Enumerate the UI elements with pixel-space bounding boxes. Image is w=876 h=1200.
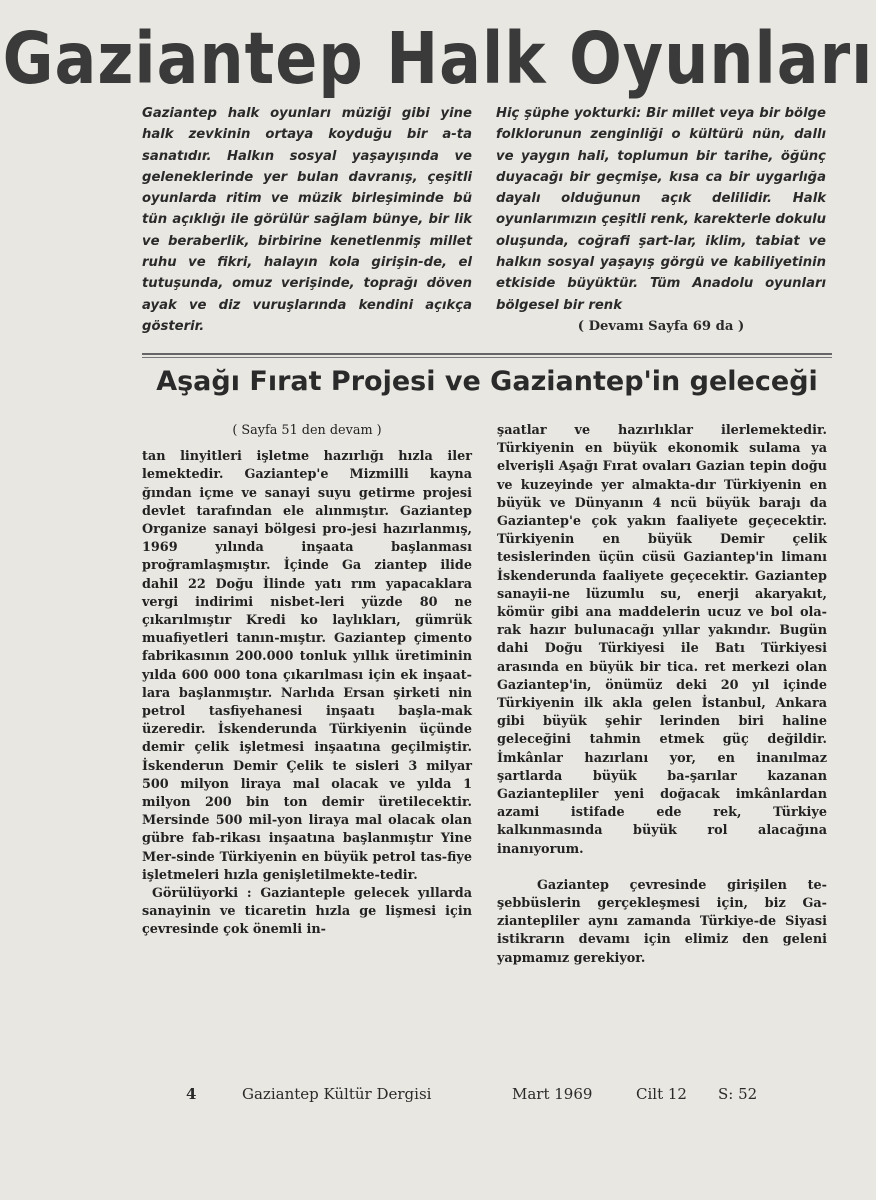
intro-paragraph-left: Gaziantep halk oyunları müziği gibi yine halk zevkinin ortaya koyduğu bir a-ta sanatıdır. Halkın sosyal yaşayışında ve geleneklerinde yer bulan davranış, çeşitli oyunlarda ritim ve müzik birleşiminde bü tün açıklığı ile görülür sağlam bünye, bir lik ve beraberlik, birbirine kenetlenmiş millet ruhu ve fikri, halayın kola girişin-de, el tutuşunda, omuz verişinde, toprağı döven ayak ve diz vuruşlarında kendini açıkça gösterir. [142,106,472,334]
continued-note: ( Devamı Sayfa 69 da ) [577,318,745,334]
article-paragraph: Görülüyorki : Gazianteple gelecek yıllarda sanayinin ve ticaretin hızla ge lişmesi için çevresinde çok önemli in- [142,886,472,938]
article-paragraph: tan linyitleri işletme hazırlığı hızla iler lemektedir. Gaziantep'e Mizmilli kayna ğından içme ve sanayi suyu getirme projesi devlet tarafından ele alınmıştır. Gaziantep Organize sanayi bölgesi pro-jesi hazırlanmış, 1969 yılında inşaata başlanması proğramlaşmıştır. İçinde Ga ziantep ilide dahil 22 Doğu İlinde yatı rım yapacaklara vergi indirimi nisbet-leri yüzde 80 ne çıkarılmıştır Kredi ko laylıkları, gümrük muafiyetleri tanın-mıştır. Gaziantep çimento fabrikasının 200.000 tonluk yıllık üretiminin yılda 600 000 tona çıkarılması için ek inşaat-lara başlanmıştır. Narlıda Ersan şirketi nin petrol tasfiyehanesi inşaatı başla-mak üzeredir. İskenderunda Türkiyenin üçünde demir çelik işletmesi inşaatına geçilmiştir. İskenderun Demir Çelik te sisleri 3 milyar 500 milyon liraya mal olacak ve yılda 1 milyon 200 bin ton demir üretilecektir. Mersinde 500 mil-yon liraya mal olacak olan gübre fab-rikası inşaatına başlanmıştır Yine Mer-sinde Türkiyenin en büyük petrol tas-fiye işletmeleri hızla genişletilmekte-tedir. [142,449,472,883]
footer-page-number: 4 [186,1085,197,1103]
article-column-right [497,422,827,968]
section-divider [142,353,832,358]
footer-magazine-name: Gaziantep Kültür Dergisi [242,1085,432,1103]
article-paragraph: Gaziantep çevresinde girişilen te-şebbüslerin gerçekleşmesi için, biz Ga-ziantepliler aynı zamanda Türkiye-de Siyasi istikrarın devamı için elimiz den geleni yapmamız gerekiyor. [497,877,827,966]
intro-column-left [142,103,472,337]
masthead-title: Gaziantep Halk Oyunları [2,16,874,101]
article-title: Aşağı Fırat Projesi ve Gaziantep'in geleceği [156,366,818,397]
article-paragraph: şaatlar ve hazırlıklar ilerlemektedir. Türkiyenin en büyük ekonomik sulama ya elverişli Aşağı Fırat ovaları Gazian tepin doğu ve kuzeyinde yer almakta-dır Türkiyenin en büyük ve Dünyanın 4 ncü büyük barajı da Gaziantep'e çok yakın faaliyete geçecektir. Türkiyenin en büyük Demir çelik tesislerinden üçün cüsü Gaziantep'in limanı İskenderunda faaliyete geçecektir. Gaziantep sanayii-ne lüzumlu su, enerji akaryakıt, kömür gibi ana maddelerin ucuz ve bol ola-rak hazır bulunacağı yıllar yakındır. Bugün dahi Doğu Türkiyesi ile Batı Türkiyesi arasında en büyük bir tica. ret merkezi olan Gaziantep'in, önümüz deki 20 yıl içinde Türkiyenin ilk akla gelen İstanbul, Ankara gibi büyük şehir lerinden biri haline geleceğini tahmin etmek güç değildir. İmkânlar hazırlanı yor, en inanılmaz şartlarda büyük ba-şarılar kazanan Gaziantepliler yeni doğacak imkânlardan azami istifade ede rek, Türkiye kalkınmasında büyük rol alacağına inanıyorum. [497,423,827,857]
article-column-left [142,422,472,940]
footer-date: Mart 1969 [512,1085,593,1103]
intro-paragraph-right: Hiç şüphe yokturki: Bir millet veya bir bölge folklorunun zenginliği o kültürü nün, dallı ve yaygın hali, toplumun bir tarihe, öğünç duyacağı bir geçmişe, kısa ca bir uygarlığa dayalı olduğunun açık delilidir. Halk oyunlarımızın çeşitli renk, karekterle dokulu oluşunda, coğrafi şart-lar, iklim, tabiat ve halkın sosyal yaşayış görgü ve kabiliyetinin etkiside büyüktür. Tüm Anadolu oyunları bölgesel bir renk [496,106,826,313]
footer-page-ref: S: 52 [718,1085,758,1103]
continued-from-note: ( Sayfa 51 den devam ) [232,423,382,438]
intro-column-right [496,103,826,337]
footer-volume: Cilt 12 [636,1085,687,1103]
